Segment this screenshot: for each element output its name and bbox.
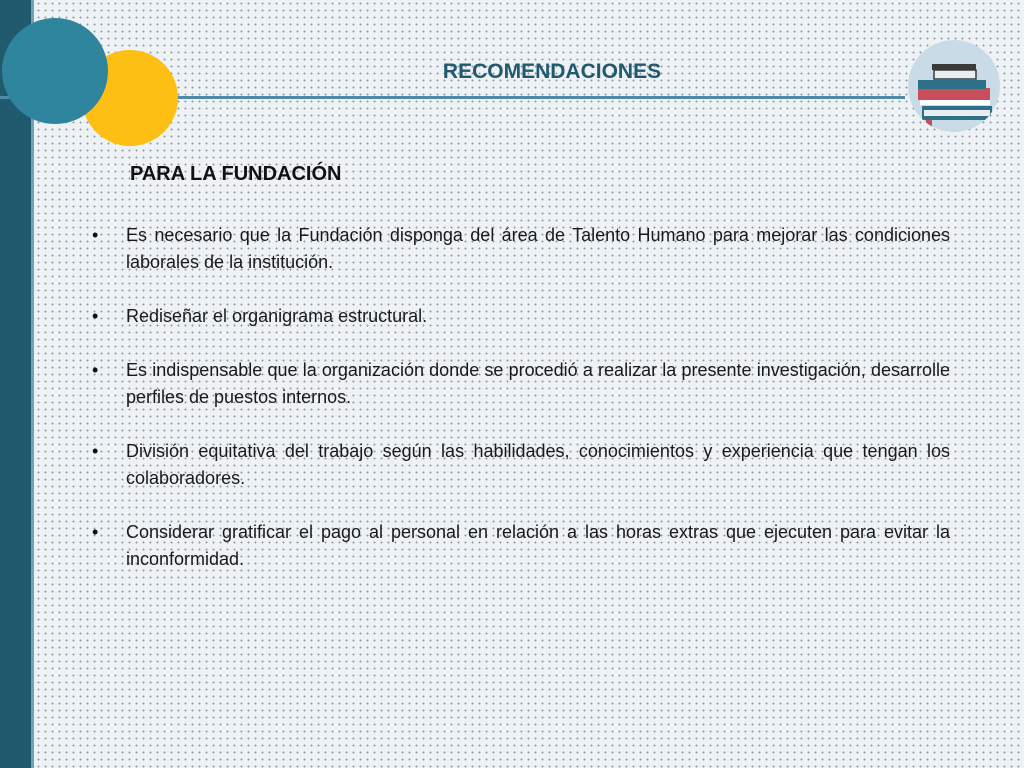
list-item-text: Rediseñar el organigrama estructural. bbox=[126, 306, 428, 326]
list-item bbox=[88, 438, 950, 492]
list-item bbox=[88, 357, 950, 411]
section-subtitle: PARA LA FUNDACIÓN bbox=[130, 163, 342, 185]
list-item bbox=[88, 303, 950, 330]
list-item-text: Es indispensable que la organización donde se procedió a realizar la presente investigación, desarrolle perfiles de puestos internos. bbox=[126, 360, 950, 407]
list-item bbox=[88, 519, 950, 573]
slide-title: RECOMENDACIONES bbox=[442, 60, 662, 83]
bullet-icon: • bbox=[92, 306, 99, 326]
list-item-text: Es necesario que la Fundación disponga del área de Talento Humano para mejorar las condiciones laborales de la institución. bbox=[126, 225, 950, 272]
list-item-text: División equitativa del trabajo según las habilidades, conocimientos y experiencia que tengan los colaboradores. bbox=[126, 441, 950, 488]
bullet-icon: • bbox=[92, 225, 99, 245]
list-item bbox=[88, 222, 950, 276]
bullet-icon: • bbox=[92, 441, 99, 461]
bullet-icon: • bbox=[92, 522, 99, 542]
recommendations-list bbox=[88, 222, 950, 600]
bullet-icon: • bbox=[92, 360, 99, 380]
list-item-text: Considerar gratificar el pago al personal en relación a las horas extras que ejecuten para evitar la inconformidad. bbox=[126, 522, 950, 569]
books-icon bbox=[908, 40, 1000, 132]
decorative-teal-circle bbox=[2, 18, 108, 124]
